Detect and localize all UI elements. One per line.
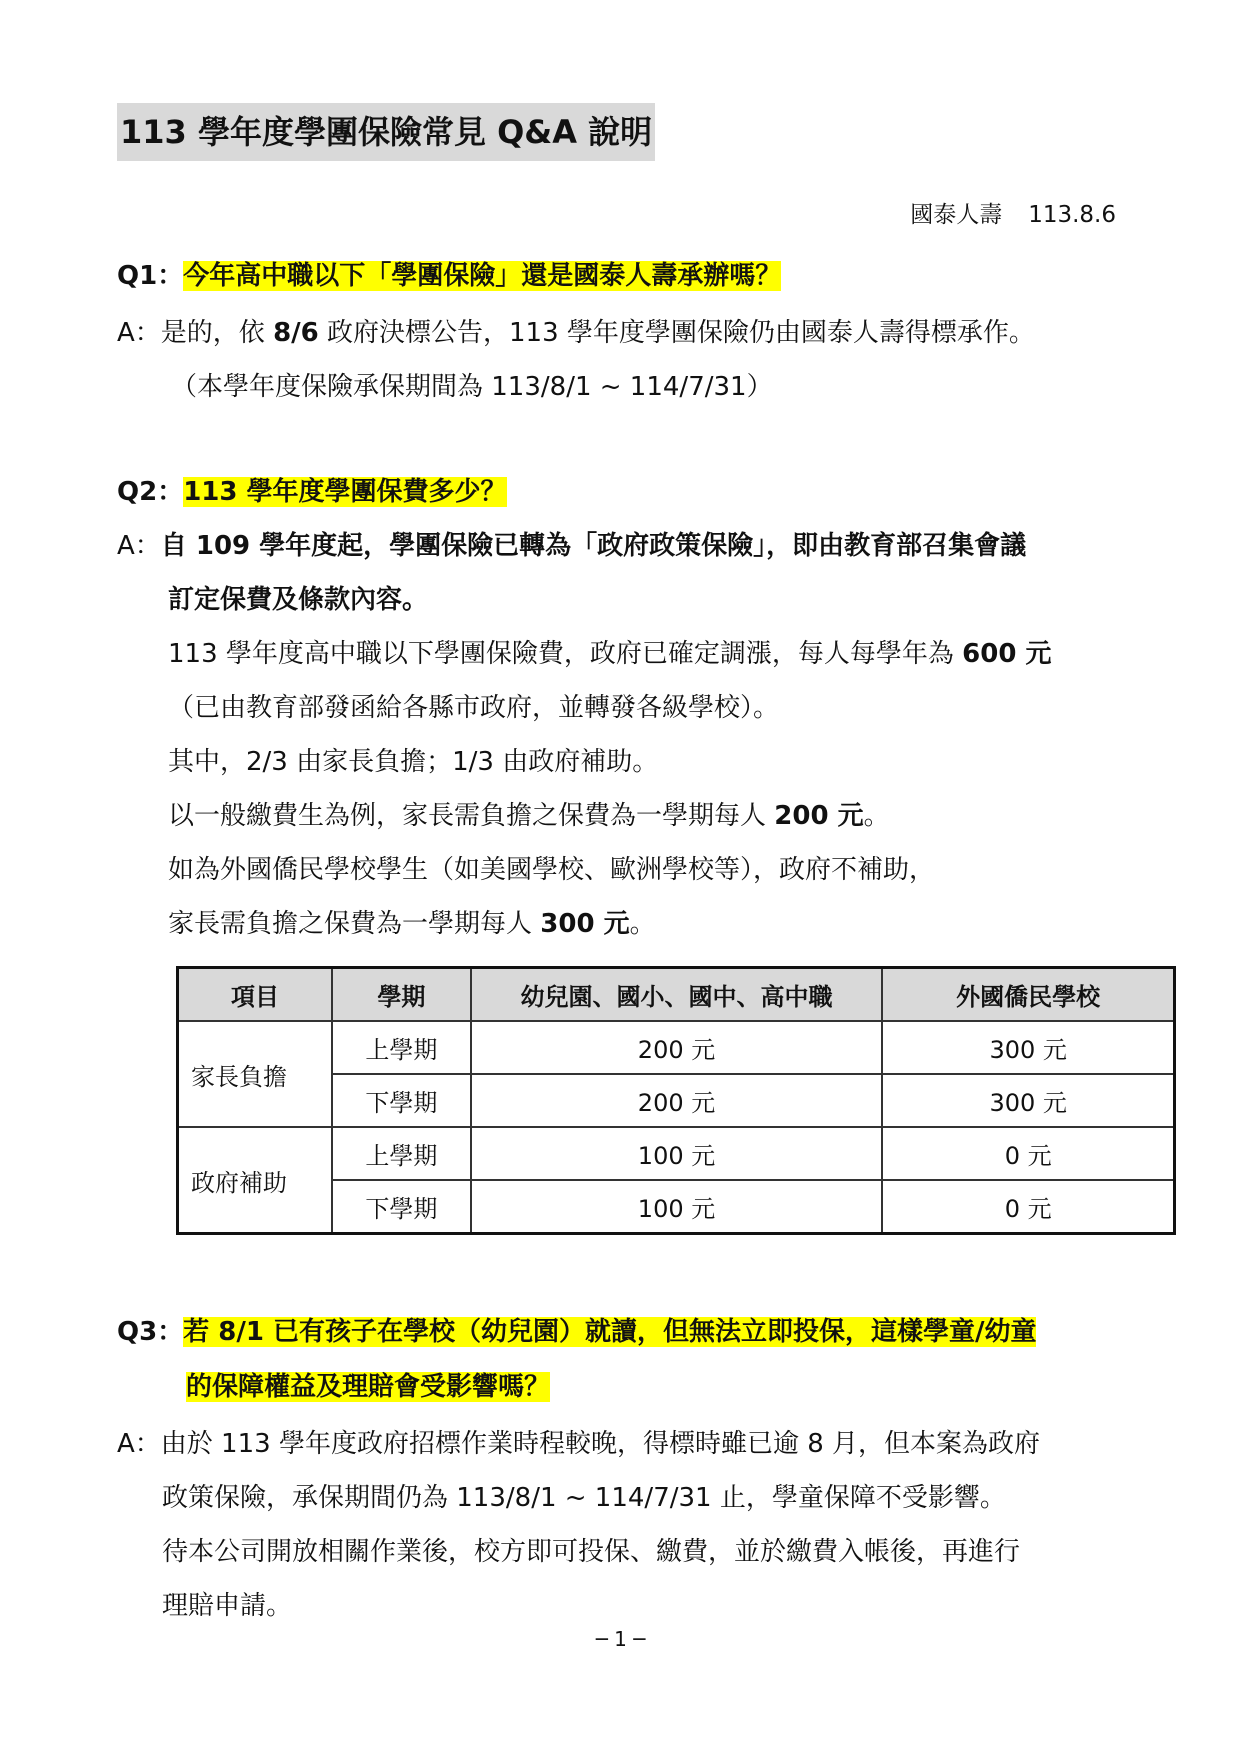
q3-question: 若 8/1 已有孩子在學校（幼兒園）就讀，但無法立即投保，這樣學童/幼童 (183, 1317, 1037, 1347)
term-cell: 上學期 (332, 1127, 471, 1180)
table-row (178, 1021, 1175, 1074)
doc-meta (910, 196, 1116, 229)
q2-period: 。 (863, 801, 890, 831)
q2-paragraph: （已由教育部發函給各縣市政府，並轉發各級學校）。 (168, 693, 780, 723)
q2-foreign-fee-text: 家長需負擔之保費為一學期每人 (168, 909, 541, 939)
q3-question-line-2 (186, 1366, 550, 1403)
q2-parent-fee-amount: 200 元 (774, 801, 864, 831)
column-header-foreign-schools: 外國僑民學校 (882, 968, 1174, 1022)
table-row (178, 1127, 1175, 1180)
q1-answer-text-2: 政府決標公告，113 學年度學團保險仍由國泰人壽得標承作。 (318, 318, 1035, 348)
q2-foreign-fee-amount: 300 元 (540, 909, 630, 939)
company-name: 國泰人壽 (910, 202, 1003, 228)
q2-label: Q2： (117, 477, 184, 507)
q3-question-line (117, 1311, 1036, 1348)
q2-paragraph: 如為外國僑民學校學生（如美國學校、歐洲學校等），政府不補助， (168, 855, 936, 885)
foreign-fee-cell: 0 元 (882, 1180, 1174, 1234)
q2-answer-line (117, 525, 1026, 562)
doc-date: 113.8.6 (1028, 202, 1116, 228)
column-header-item: 項目 (178, 968, 333, 1022)
q1-answer-label: A： (117, 318, 161, 348)
q1-question: 今年高中職以下「學團保險」還是國泰人壽承辦嗎？ (183, 261, 782, 291)
local-fee-cell: 200 元 (471, 1074, 883, 1127)
row-group-label: 政府補助 (178, 1127, 333, 1234)
q2-question-line (117, 471, 507, 508)
term-cell: 下學期 (332, 1180, 471, 1234)
q3-label: Q3： (117, 1317, 184, 1347)
term-cell: 上學期 (332, 1021, 471, 1074)
q2-fee-text: 113 學年度高中職以下學團保險費，政府已確定調漲，每人每學年為 (168, 639, 963, 669)
q3-answer-text-2: 政策保險，承保期間仍為 113/8/1 ~ 114/7/31 止，學童保障不受影響。 (162, 1483, 1006, 1513)
q2-policy-statement: 自 109 學年度起，學團保險已轉為「政府政策保險」，即由教育部召集會議 (160, 531, 1027, 561)
q2-paragraph (168, 633, 1051, 670)
column-header-local-schools: 幼兒園、國小、國中、高中職 (471, 968, 883, 1022)
page-title: 113 學年度學團保險常見 Q&A 說明 (117, 103, 655, 161)
q2-period: 。 (629, 909, 656, 939)
column-header-term: 學期 (332, 968, 471, 1022)
term-cell: 下學期 (332, 1074, 471, 1127)
q1-answer-period: （本學年度保險承保期間為 113/8/1 ~ 114/7/31） (171, 372, 773, 402)
q2-paragraph: 其中，2/3 由家長負擔；1/3 由政府補助。 (168, 747, 659, 777)
q2-answer-label: A： (117, 531, 161, 561)
q1-answer-line (117, 312, 1035, 349)
q2-paragraph (168, 795, 890, 832)
q3-answer-text-4: 理賠申請。 (162, 1591, 293, 1621)
q2-policy-statement-2: 訂定保費及條款內容。 (168, 585, 429, 615)
page-number: ─ 1 ─ (595, 1627, 646, 1651)
q3-answer-label: A： (117, 1429, 161, 1459)
row-group-label: 家長負擔 (178, 1021, 333, 1127)
q2-question: 113 學年度學團保費多少？ (183, 477, 507, 507)
table-header-row (178, 968, 1175, 1022)
q1-answer-date: 8/6 (273, 318, 319, 348)
foreign-fee-cell: 300 元 (882, 1021, 1174, 1074)
q3-answer-text-3: 待本公司開放相關作業後，校方即可投保、繳費，並於繳費入帳後，再進行 (162, 1537, 1021, 1567)
q2-fee-amount: 600 元 (962, 639, 1052, 669)
q3-answer-text: 由於 113 學年度政府招標作業時程較晚，得標時雖已逾 8 月，但本案為政府 (160, 1429, 1041, 1459)
fee-table (176, 966, 1176, 1235)
local-fee-cell: 100 元 (471, 1127, 883, 1180)
q1-question-line (117, 255, 781, 292)
q2-paragraph (168, 903, 656, 940)
q3-question-2: 的保障權益及理賠會受影響嗎？ (186, 1372, 551, 1402)
local-fee-cell: 100 元 (471, 1180, 883, 1234)
q1-label: Q1： (117, 261, 184, 291)
q3-answer-line (117, 1423, 1040, 1460)
q2-parent-fee-text: 以一般繳費生為例，家長需負擔之保費為一學期每人 (168, 801, 775, 831)
foreign-fee-cell: 300 元 (882, 1074, 1174, 1127)
local-fee-cell: 200 元 (471, 1021, 883, 1074)
q1-answer-text: 是的，依 (160, 318, 274, 348)
foreign-fee-cell: 0 元 (882, 1127, 1174, 1180)
